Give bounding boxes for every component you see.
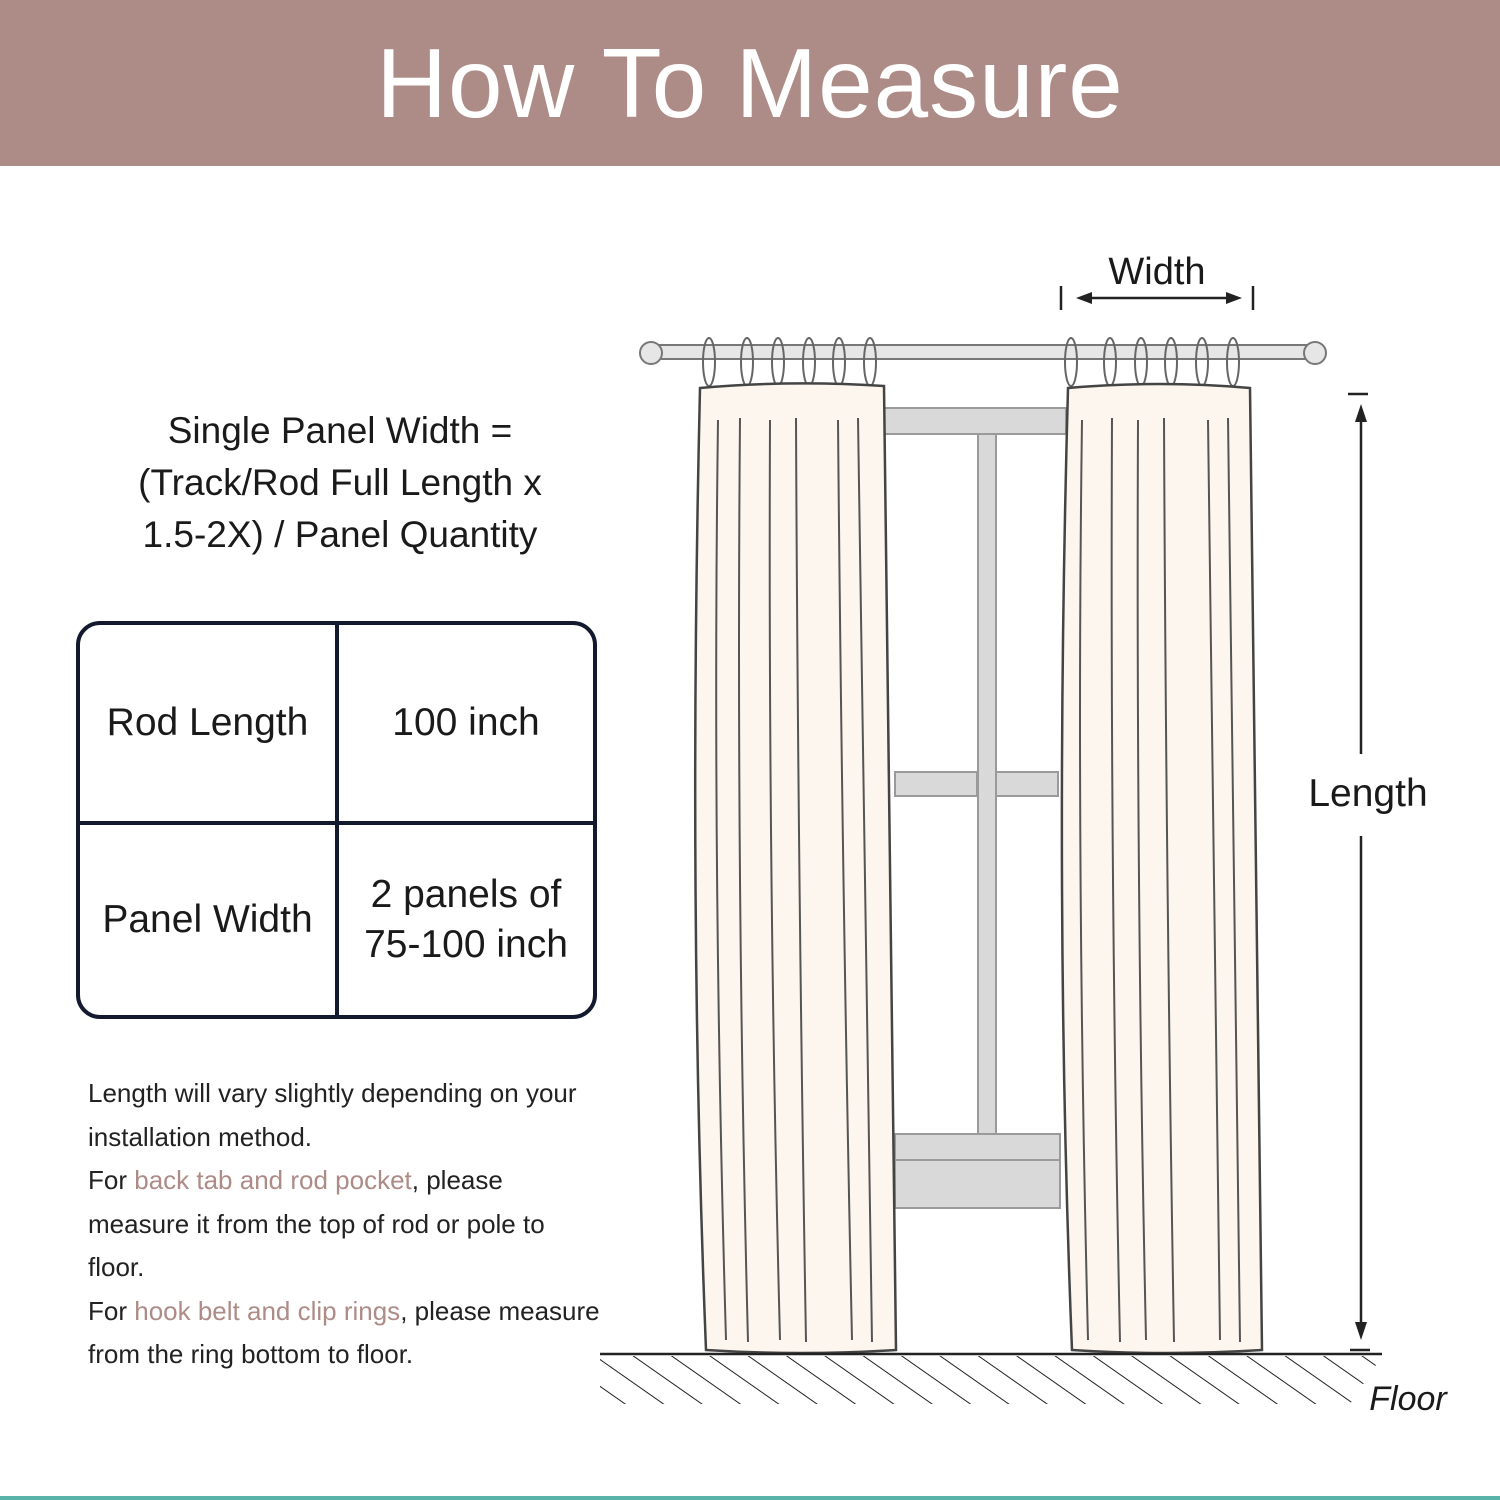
note-prefix: For bbox=[88, 1295, 135, 1326]
rod-length-value: 100 inch bbox=[339, 625, 593, 825]
window-frame bbox=[880, 408, 1066, 1208]
width-label: Width bbox=[1108, 251, 1206, 293]
floor-label: Floor bbox=[1369, 1380, 1447, 1418]
rod-length-label: Rod Length bbox=[80, 625, 339, 825]
bottom-rule bbox=[0, 1496, 1500, 1500]
panel-width-label: Panel Width bbox=[80, 825, 339, 1015]
formula-line: Single Panel Width = bbox=[167, 410, 513, 451]
page-title: How To Measure bbox=[376, 27, 1124, 138]
note-length-variance: Length will vary slightly depending on your installation method. bbox=[88, 1078, 577, 1152]
note-suffix: , please measure from the ring bottom to floor. bbox=[88, 1295, 600, 1369]
note-prefix: For bbox=[88, 1165, 135, 1195]
panel-width-value: 2 panels of 75-100 inch bbox=[364, 873, 568, 966]
note-suffix: , please measure it from the top of rod or pole to floor. bbox=[88, 1165, 545, 1282]
rod-finial-right bbox=[1304, 342, 1326, 364]
length-dimension bbox=[1348, 394, 1370, 1350]
floor-hatching bbox=[600, 1354, 1382, 1404]
curtain-panel-right bbox=[1062, 384, 1262, 1353]
back-tab-highlight: back tab and rod pocket bbox=[134, 1165, 412, 1195]
hook-belt-highlight: hook belt and clip rings bbox=[134, 1295, 401, 1326]
length-label: Length bbox=[1308, 772, 1428, 815]
curtain-panel-left bbox=[695, 383, 896, 1353]
formula-line: 1.5-2X) / Panel Quantity bbox=[142, 514, 538, 555]
formula-line: (Track/Rod Full Length x bbox=[138, 462, 542, 503]
rod-finial-left bbox=[640, 342, 662, 364]
